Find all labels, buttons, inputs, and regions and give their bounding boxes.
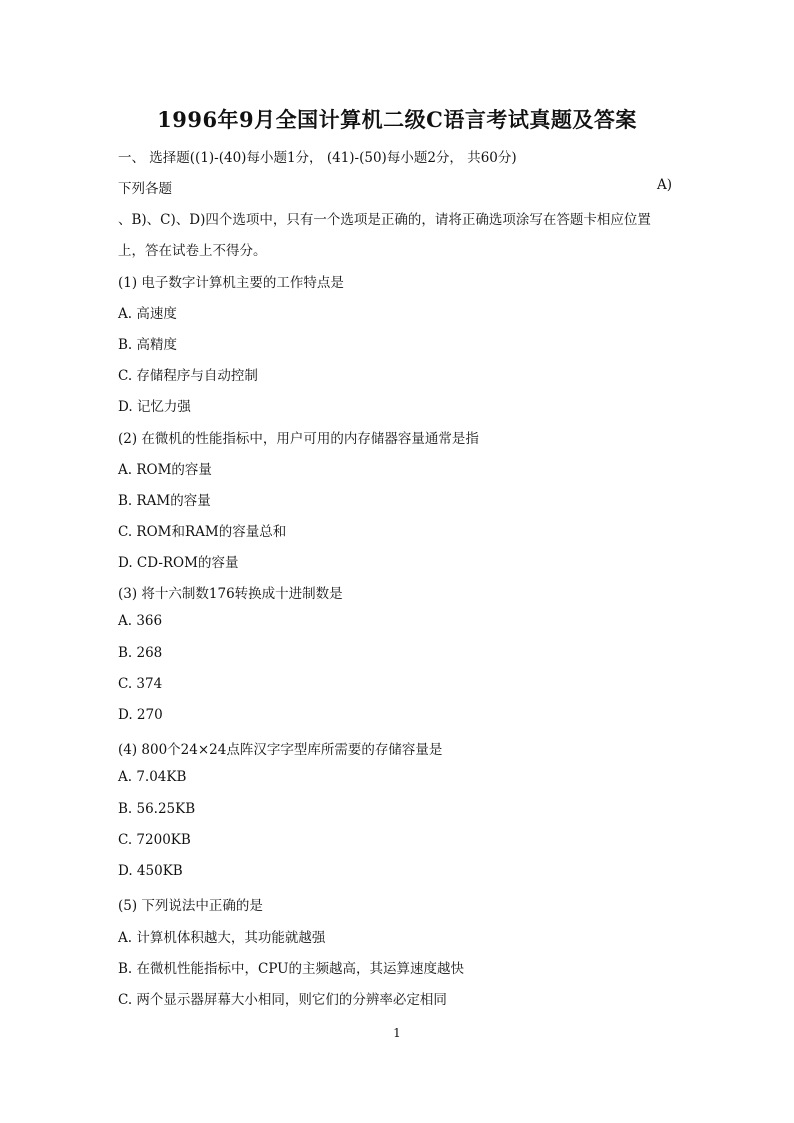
question-option: A. 计算机体积越大，其功能就越强 xyxy=(118,930,326,946)
question-option: D. 270 xyxy=(118,707,163,723)
instructions-line-1: 下列各题 xyxy=(118,181,172,197)
question-option: D. 450KB xyxy=(118,863,183,879)
question-option: A. 7.04KB xyxy=(118,769,187,785)
question-stem: (2) 在微机的性能指标中，用户可用的内存储器容量通常是指 xyxy=(118,431,479,447)
question-stem: (5) 下列说法中正确的是 xyxy=(118,898,263,914)
question-stem: (4) 800个24×24点阵汉字字型库所需要的存储容量是 xyxy=(118,742,443,758)
question-option: B. 在微机性能指标中，CPU的主频越高，其运算速度越快 xyxy=(118,961,465,977)
instructions-line-1-right: A) xyxy=(656,177,672,193)
question-option: C. 两个显示器屏幕大小相同，则它们的分辨率必定相同 xyxy=(118,992,447,1008)
instructions-line-2: 、B)、C)、D)四个选项中，只有一个选项是正确的，请将正确选项涂写在答题卡相应位置 xyxy=(118,212,651,228)
question-option: B. 56.25KB xyxy=(118,801,196,817)
question-option: D. 记忆力强 xyxy=(118,399,191,415)
question-option: B. RAM的容量 xyxy=(118,493,211,509)
question-option: A. ROM的容量 xyxy=(118,462,212,478)
question-option: C. 374 xyxy=(118,676,163,692)
document-title: 1996年9月全国计算机二级C语言考试真题及答案 xyxy=(157,107,637,132)
instructions-line-3: 上，答在试卷上不得分。 xyxy=(118,243,267,259)
question-option: B. 高精度 xyxy=(118,337,178,353)
question-option: C. 存储程序与自动控制 xyxy=(118,368,258,384)
question-option: A. 366 xyxy=(118,613,163,629)
question-option: C. ROM和RAM的容量总和 xyxy=(118,524,287,540)
question-option: A. 高速度 xyxy=(118,306,177,322)
question-stem: (1) 电子数字计算机主要的工作特点是 xyxy=(118,275,344,291)
question-option: D. CD-ROM的容量 xyxy=(118,555,239,571)
page-number: 1 xyxy=(393,1026,401,1040)
question-stem: (3) 将十六制数176转换成十进制数是 xyxy=(118,586,343,602)
question-option: B. 268 xyxy=(118,645,163,661)
section-heading: 一、 选择题((1)-(40)每小题1分， (41)-(50)每小题2分， 共60分) xyxy=(118,150,517,166)
question-option: C. 7200KB xyxy=(118,832,191,848)
